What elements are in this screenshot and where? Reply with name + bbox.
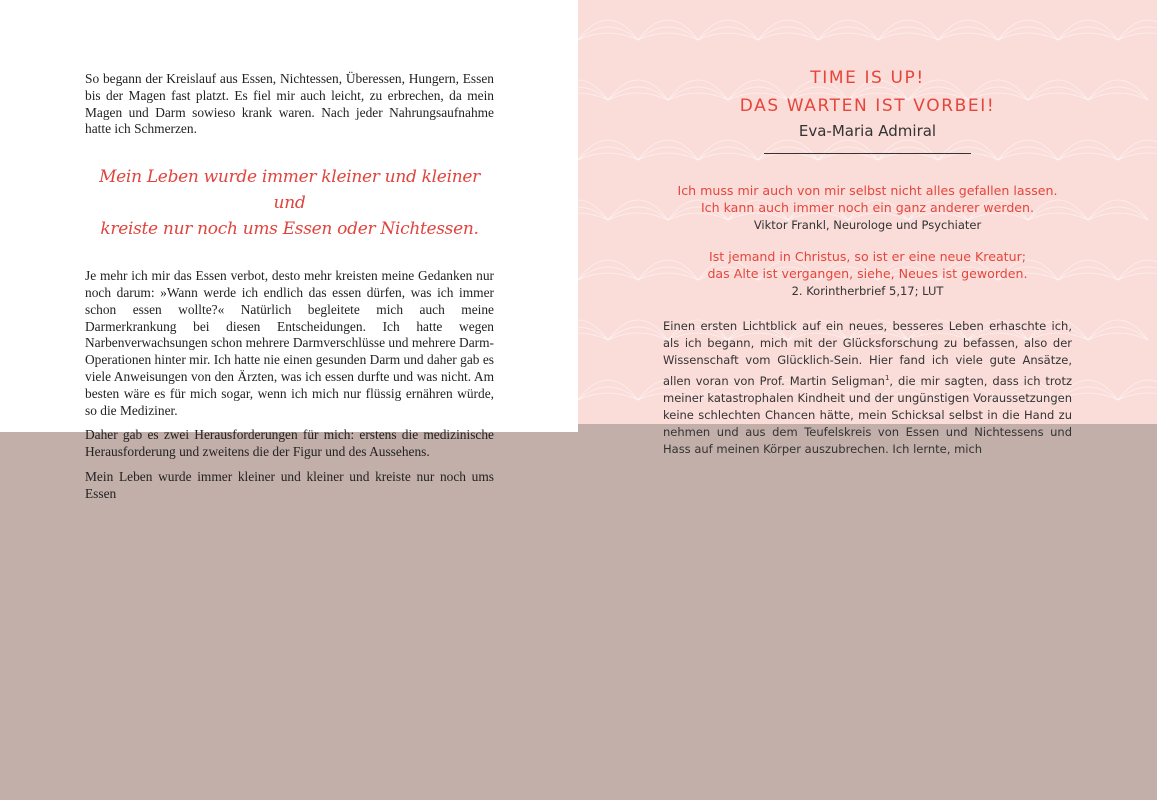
epigraph-text [663, 248, 1072, 282]
paragraph: So begann der Kreislauf aus Essen, Nichtessen, Überessen, Hungern, Essen bis der Magen fast platzt. Es fiel mir auch leicht, zu erbrechen, da mein Magen und Darm sowieso krank waren. Nach jeder Nahrungsaufnahme hatte ich Schmerzen. [85, 71, 494, 137]
epigraph [663, 182, 1072, 232]
right-page [578, 0, 1157, 457]
paragraph: Je mehr ich mir das Essen verbot, desto mehr kreisten meine Gedanken nur noch darum: »Wann werde ich endlich das essen dürfen, was ich immer schon essen wollte?« Natürlich begleitete mich auch meine Darmerkrankung bei diesen Entscheidungen. Ich hatte wegen Narbenverwachsungen schon mehrere Darmverschlüsse und mehrere Darm-Operationen hinter mir. Ich hatte nie einen gesunden Darm und daher gab es viele Anweisungen von den Ärzten, was ich essen durfte und was nicht. Am besten wäre es für mich sogar, wenn ich mich nur flüssig ernähren würde, so die Mediziner. [85, 268, 494, 418]
epigraph-line: Ich muss mir auch von mir selbst nicht alles gefallen lassen. [677, 183, 1058, 198]
epigraph-text [663, 182, 1072, 216]
epigraph-line: Ich kann auch immer noch ein ganz anderer werden. [700, 200, 1035, 215]
epigraph-line: das Alte ist vergangen, siehe, Neues ist geworden. [707, 266, 1028, 281]
chapter-title-line: DAS WARTEN IST VORBEI! [739, 96, 996, 116]
footnote-reference[interactable]: 1 [884, 373, 890, 382]
left-page [0, 0, 578, 501]
chapter-title [663, 64, 1072, 120]
epigraph-line: Ist jemand in Christus, so ist er eine neue Kreatur; [708, 249, 1027, 264]
epigraph-source: 2. Korintherbrief 5,17; LUT [791, 284, 944, 298]
title-divider [764, 153, 971, 154]
epigraph-source: Viktor Frankl, Neurologe und Psychiater [753, 218, 982, 232]
left-text-column [85, 71, 494, 511]
paragraph [663, 318, 1072, 458]
pull-quote-line: Mein Leben wurde immer kleiner und kleiner und [99, 167, 480, 214]
chapter-author: Eva-Maria Admiral [798, 122, 937, 140]
epigraph [663, 248, 1072, 298]
right-body-text [663, 318, 1072, 458]
right-text-column [663, 64, 1072, 458]
chapter-title-line: TIME IS UP! [810, 68, 925, 88]
paragraph-text: , die mir sagten, dass ich trotz meiner katastrophalen Kindheit und der ungünstigen Voraussetzungen keine schlechten Chancen hätte, mein Schicksal selbst in die Hand zu nehmen und aus dem Teufelskreis von Essen und Nichtessens und Hass auf meinen Körper auszubrechen. Ich lernte, mich [663, 373, 1072, 457]
pull-quote [85, 164, 494, 242]
paragraph: Daher gab es zwei Herausforderungen für mich: erstens die medizinische Herausforderung und zweitens die der Figur und des Aussehens. [85, 427, 494, 460]
pull-quote-line: kreiste nur noch ums Essen oder Nichtessen. [100, 219, 479, 240]
paragraph: Mein Leben wurde immer kleiner und kleiner und kreiste nur noch ums Essen [85, 468, 494, 501]
paragraph-text: Einen ersten Lichtblick auf ein neues, besseres Leben erhaschte ich, als ich begann, mich mit der Glücksforschung zu befassen, also der Wissenschaft vom Glücklich-Sein. Hier fand ich viele gute Ansätze, allen voran von Prof. Martin Seligman [663, 319, 1072, 388]
